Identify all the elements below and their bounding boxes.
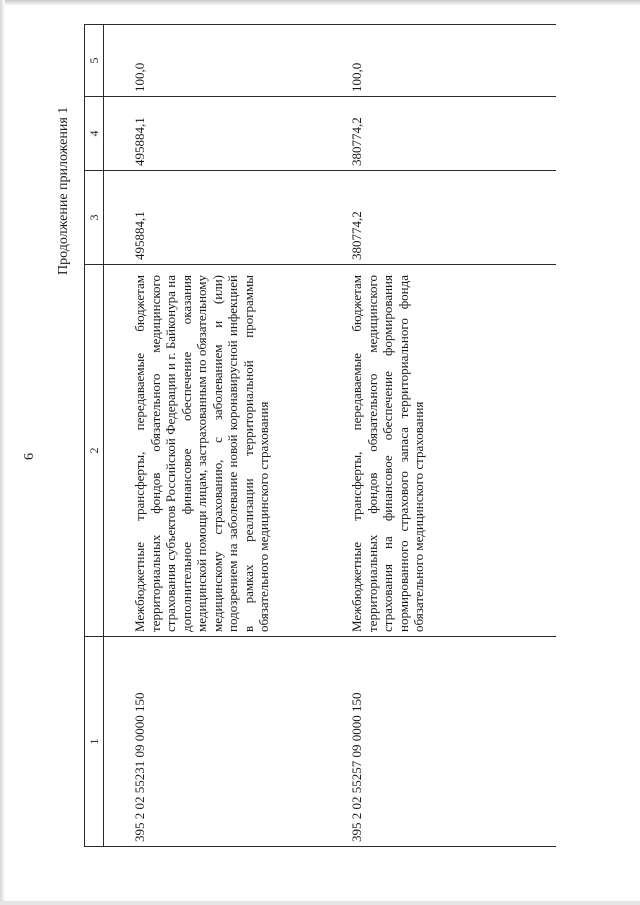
amount-cell: 380774,2 [339,97,556,171]
budget-classification-code: 395 2 02 55231 09 0000 150 [104,637,340,847]
amount-cell: 380774,2 [339,171,556,265]
column-header: 5 [85,25,104,97]
percent-cell: 100,0 [339,25,556,97]
table-row [104,25,340,847]
revenue-description: Межбюджетные трансферты, передаваемые бюджетам территориальных фондов обязательного медицинского страхования субъектов Российской Федерации и г. Байконура на дополнительное финансовое обеспечение оказания медицинской помощи лицам, застрахованным по обязательному медицинскому страхованию, с заболеванием и (или) подозрением на заболевание новой коронавирусной инфекцией в рамках реализации территориальной программы обязательного медицинского страхования [104,265,340,637]
table-row [339,25,556,847]
table-header-row [85,25,104,847]
percent-cell: 100,0 [104,25,340,97]
page-number: 6 [22,453,37,460]
column-header: 1 [85,637,104,847]
amount-cell: 495884,1 [104,97,340,171]
budget-revenue-table [84,24,556,847]
appendix-continuation-caption: Продолжение приложения 1 [56,106,71,275]
budget-classification-code: 395 2 02 55257 09 0000 150 [339,637,556,847]
revenue-description: Межбюджетные трансферты, передаваемые бюджетам территориальных фондов обязательного медицинского страхования на финансовое обеспечение формирования нормированного страхового запаса территориального фонда обязательного медицинского страхования [339,265,556,637]
amount-cell: 495884,1 [104,171,340,265]
column-header: 4 [85,97,104,171]
column-header: 2 [85,265,104,637]
column-header: 3 [85,171,104,265]
